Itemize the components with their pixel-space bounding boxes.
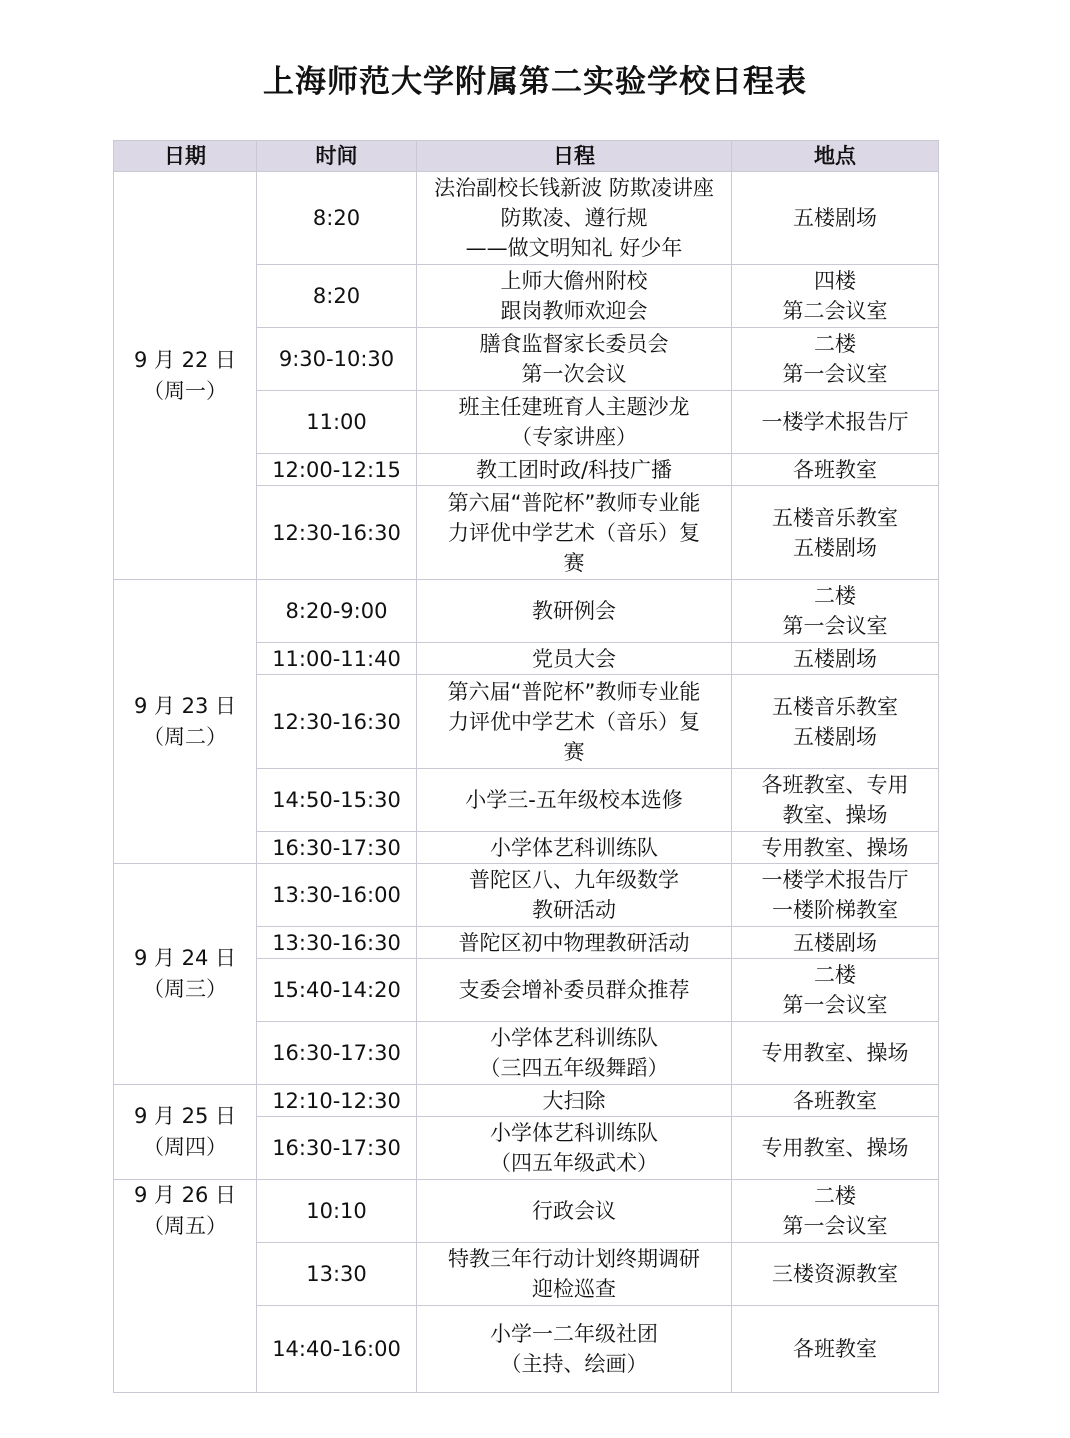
time-cell: 11:00-11:40 [257, 643, 417, 675]
place-cell: 五楼剧场 [732, 172, 939, 265]
time-cell: 12:00-12:15 [257, 454, 417, 486]
event-cell: 普陀区初中物理教研活动 [417, 927, 732, 959]
header-event: 日程 [417, 141, 732, 172]
date-cell: 9 月 22 日 （周一） [114, 172, 257, 580]
header-place: 地点 [732, 141, 939, 172]
place-cell: 二楼 第一会议室 [732, 328, 939, 391]
time-cell: 12:30-16:30 [257, 675, 417, 769]
event-cell: 小学一二年级社团 （主持、绘画） [417, 1306, 732, 1393]
time-cell: 16:30-17:30 [257, 1022, 417, 1085]
time-cell: 13:30-16:30 [257, 927, 417, 959]
time-cell: 16:30-17:30 [257, 1117, 417, 1180]
date-cell: 9 月 24 日 （周三） [114, 864, 257, 1085]
time-cell: 11:00 [257, 391, 417, 454]
table-row [114, 1085, 939, 1117]
time-cell: 8:20 [257, 265, 417, 328]
event-cell: 膳食监督家长委员会 第一次会议 [417, 328, 732, 391]
event-cell: 大扫除 [417, 1085, 732, 1117]
event-cell: 教研例会 [417, 580, 732, 643]
time-cell: 16:30-17:30 [257, 832, 417, 864]
time-cell: 13:30-16:00 [257, 864, 417, 927]
place-cell: 各班教室 [732, 454, 939, 486]
place-cell: 二楼 第一会议室 [732, 580, 939, 643]
time-cell: 14:50-15:30 [257, 769, 417, 832]
event-cell: 特教三年行动计划终期调研 迎检巡查 [417, 1243, 732, 1306]
event-cell: 班主任建班育人主题沙龙 （专家讲座） [417, 391, 732, 454]
time-cell: 15:40-14:20 [257, 959, 417, 1022]
event-cell: 小学体艺科训练队 [417, 832, 732, 864]
page-title: 上海师范大学附属第二实验学校日程表 [263, 64, 807, 100]
event-cell: 党员大会 [417, 643, 732, 675]
table-row [114, 580, 939, 643]
time-cell: 14:40-16:00 [257, 1306, 417, 1393]
time-cell: 13:30 [257, 1243, 417, 1306]
date-cell: 9 月 26 日 （周五） [114, 1180, 257, 1393]
event-cell: 小学三-五年级校本选修 [417, 769, 732, 832]
place-cell: 专用教室、操场 [732, 1022, 939, 1085]
event-cell: 普陀区八、九年级数学 教研活动 [417, 864, 732, 927]
time-cell: 10:10 [257, 1180, 417, 1243]
time-cell: 9:30-10:30 [257, 328, 417, 391]
time-cell: 8:20-9:00 [257, 580, 417, 643]
time-cell: 12:10-12:30 [257, 1085, 417, 1117]
header-date: 日期 [114, 141, 257, 172]
place-cell: 五楼音乐教室 五楼剧场 [732, 486, 939, 580]
place-cell: 一楼学术报告厅 一楼阶梯教室 [732, 864, 939, 927]
place-cell: 二楼 第一会议室 [732, 959, 939, 1022]
event-cell: 小学体艺科训练队 （四五年级武术） [417, 1117, 732, 1180]
event-cell: 上师大儋州附校 跟岗教师欢迎会 [417, 265, 732, 328]
date-cell: 9 月 25 日 （周四） [114, 1085, 257, 1180]
place-cell: 专用教室、操场 [732, 832, 939, 864]
table-row [114, 864, 939, 927]
place-cell: 各班教室、专用 教室、操场 [732, 769, 939, 832]
place-cell: 专用教室、操场 [732, 1117, 939, 1180]
event-cell: 法治副校长钱新波 防欺凌讲座 防欺凌、遵行规 ——做文明知礼 好少年 [417, 172, 732, 265]
place-cell: 二楼 第一会议室 [732, 1180, 939, 1243]
table-row [114, 1180, 939, 1243]
time-cell: 12:30-16:30 [257, 486, 417, 580]
event-cell: 第六届“普陀杯”教师专业能 力评优中学艺术（音乐）复 赛 [417, 486, 732, 580]
event-cell: 教工团时政/科技广播 [417, 454, 732, 486]
header-time: 时间 [257, 141, 417, 172]
event-cell: 行政会议 [417, 1180, 732, 1243]
place-cell: 五楼剧场 [732, 643, 939, 675]
time-cell: 8:20 [257, 172, 417, 265]
place-cell: 五楼剧场 [732, 927, 939, 959]
place-cell: 三楼资源教室 [732, 1243, 939, 1306]
schedule-body [114, 172, 939, 1393]
place-cell: 四楼 第二会议室 [732, 265, 939, 328]
schedule-table [113, 140, 939, 1393]
date-cell: 9 月 23 日 （周二） [114, 580, 257, 864]
table-row [114, 172, 939, 265]
place-cell: 各班教室 [732, 1306, 939, 1393]
header-row [114, 141, 939, 172]
place-cell: 五楼音乐教室 五楼剧场 [732, 675, 939, 769]
event-cell: 小学体艺科训练队 （三四五年级舞蹈） [417, 1022, 732, 1085]
place-cell: 一楼学术报告厅 [732, 391, 939, 454]
event-cell: 第六届“普陀杯”教师专业能 力评优中学艺术（音乐）复 赛 [417, 675, 732, 769]
event-cell: 支委会增补委员群众推荐 [417, 959, 732, 1022]
place-cell: 各班教室 [732, 1085, 939, 1117]
